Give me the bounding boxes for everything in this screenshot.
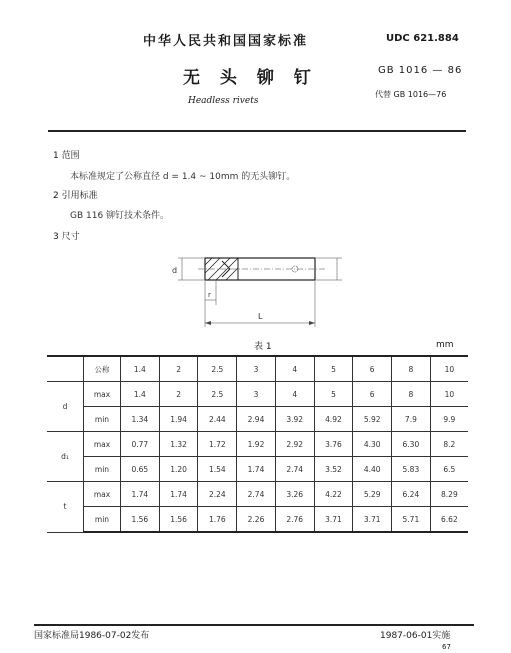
document-subtitle: Headless rivets <box>188 96 259 106</box>
table-cell: 2.92 <box>275 432 314 457</box>
table-cell: 5 <box>314 382 353 407</box>
table-cell: 1.72 <box>198 432 237 457</box>
table-header-cell: 3 <box>237 356 276 382</box>
table-unit: mm <box>436 340 454 350</box>
label-r: r <box>208 291 211 299</box>
table-cell: 1.20 <box>159 457 198 482</box>
table-cell: 2.5 <box>198 382 237 407</box>
table-header-blank <box>47 356 84 382</box>
table-sub-label: max <box>84 382 121 407</box>
table-cell: 2 <box>159 382 198 407</box>
table-header-cell: 6 <box>353 356 392 382</box>
table-cell: 6.24 <box>392 482 431 507</box>
table-row <box>47 407 468 432</box>
table-cell: 2.24 <box>198 482 237 507</box>
table-cell: 5.71 <box>392 507 431 533</box>
table-cell: 3.52 <box>314 457 353 482</box>
header-rule <box>48 130 466 132</box>
table-cell: 6 <box>353 382 392 407</box>
table-header-cell: 8 <box>392 356 431 382</box>
table-header-cell: 1.4 <box>121 356 160 382</box>
document-title: 无 头 铆 钉 <box>183 68 318 88</box>
table-header-cell: 4 <box>275 356 314 382</box>
label-l: L <box>258 312 263 321</box>
table-cell: 0.65 <box>121 457 160 482</box>
table-cell: 7.9 <box>392 407 431 432</box>
table-sub-label: max <box>84 432 121 457</box>
section-text-scope: 本标准规定了公称直径 d = 1.4 ~ 10mm 的无头铆钉。 <box>70 172 296 182</box>
footer-rule <box>34 624 474 626</box>
table-cell: 1.76 <box>198 507 237 533</box>
table-cell: 0.77 <box>121 432 160 457</box>
table-header-cell: 2 <box>159 356 198 382</box>
table-cell: 1.54 <box>198 457 237 482</box>
table-sub-label: max <box>84 482 121 507</box>
table-cell: 1.74 <box>237 457 276 482</box>
page-number: 67 <box>442 643 451 651</box>
table-cell: 6.5 <box>430 457 468 482</box>
table-header-cell: 5 <box>314 356 353 382</box>
table-sub-label: min <box>84 457 121 482</box>
table-cell: 10 <box>430 382 468 407</box>
table-header-cell: 10 <box>430 356 468 382</box>
standard-body-heading: 中华人民共和国国家标准 <box>143 34 309 49</box>
table-cell: 6.30 <box>392 432 431 457</box>
table-cell: 2.74 <box>237 482 276 507</box>
table-cell: 1.74 <box>121 482 160 507</box>
issue-date: 国家标准局1986-07-02发布 <box>34 631 150 641</box>
table-cell: 3.26 <box>275 482 314 507</box>
table-cell: 5.83 <box>392 457 431 482</box>
table-cell: 2.74 <box>275 457 314 482</box>
replaces-note: 代替 GB 1016—76 <box>375 90 447 99</box>
udc-code: UDC 621.884 <box>386 33 459 44</box>
effective-date: 1987-06-01实施 <box>380 631 451 641</box>
section-heading-scope: 1 范围 <box>53 151 80 161</box>
table-row <box>47 482 468 507</box>
table-cell: 3.92 <box>275 407 314 432</box>
table-cell: 2.26 <box>237 507 276 533</box>
dim-arrow-right <box>309 321 315 325</box>
section-text-references: GB 116 铆钉技术条件。 <box>70 211 170 221</box>
table-group-label: d₁ <box>47 432 84 482</box>
table-cell: 6.62 <box>430 507 468 533</box>
table-cell: 1.4 <box>121 382 160 407</box>
label-d: d <box>172 266 178 275</box>
section-heading-dimensions: 3 尺寸 <box>53 232 80 242</box>
table-cell: 4.92 <box>314 407 353 432</box>
table-cell: 4.22 <box>314 482 353 507</box>
table-cell: 1.56 <box>121 507 160 533</box>
table-cell: 4 <box>275 382 314 407</box>
table-cell: 8.2 <box>430 432 468 457</box>
table-row <box>47 507 468 533</box>
table-cell: 1.74 <box>159 482 198 507</box>
table-cell: 3.76 <box>314 432 353 457</box>
table-cell: 4.40 <box>353 457 392 482</box>
table-row <box>47 382 468 407</box>
table-cell: 3.71 <box>353 507 392 533</box>
table-cell: 4.30 <box>353 432 392 457</box>
dimension-table <box>47 355 468 533</box>
table-cell: 1.94 <box>159 407 198 432</box>
table-cell: 1.34 <box>121 407 160 432</box>
table-cell: 5.92 <box>353 407 392 432</box>
table-row <box>47 432 468 457</box>
table-sub-label: min <box>84 507 121 533</box>
table-group-label: t <box>47 482 84 533</box>
table-header-row <box>47 356 468 382</box>
table-cell: 8.29 <box>430 482 468 507</box>
table-cell: 2.76 <box>275 507 314 533</box>
table-cell: 1.32 <box>159 432 198 457</box>
table-cell: 2.44 <box>198 407 237 432</box>
gb-number: GB 1016 — 86 <box>378 65 463 76</box>
table-group-label: d <box>47 382 84 432</box>
table-cell: 2.94 <box>237 407 276 432</box>
rivet-drawing <box>160 245 360 330</box>
table-cell: 8 <box>392 382 431 407</box>
table-row <box>47 457 468 482</box>
table-sub-label: min <box>84 407 121 432</box>
table-cell: 3 <box>237 382 276 407</box>
table-header-cell: 2.5 <box>198 356 237 382</box>
table-cell: 1.92 <box>237 432 276 457</box>
table-cell: 3.71 <box>314 507 353 533</box>
table-cell: 1.56 <box>159 507 198 533</box>
table-cell: 5.29 <box>353 482 392 507</box>
section-heading-references: 2 引用标准 <box>53 191 98 201</box>
table-caption: 表 1 <box>254 342 272 352</box>
table-cell: 9.9 <box>430 407 468 432</box>
table-header-label: 公称 <box>84 356 121 382</box>
dim-arrow-left <box>205 321 211 325</box>
